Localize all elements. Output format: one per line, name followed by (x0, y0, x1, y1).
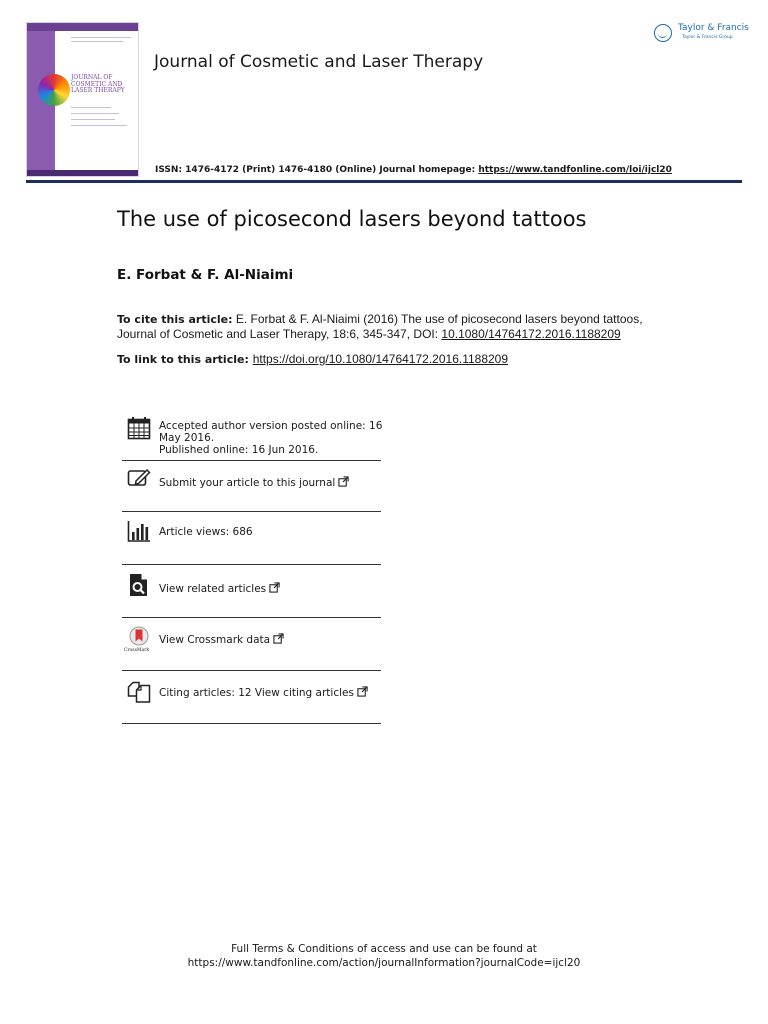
submit-article-link[interactable]: Submit your article to this journal (159, 477, 336, 489)
external-link-icon (357, 686, 368, 697)
published-date-text: Published online: 16 Jun 2016. (159, 444, 319, 456)
crossmark-link[interactable]: View Crossmark data (159, 634, 271, 646)
terms-text: Full Terms & Conditions of access and use can be found at (231, 943, 537, 955)
terms-footer (0, 942, 768, 970)
publisher-logo[interactable] (654, 22, 754, 48)
journal-title: Journal of Cosmetic and Laser Therapy (154, 52, 484, 72)
citation-text: E. Forbat & F. Al-Niaimi (2016) The use of picosecond lasers beyond tattoos, Journal of Cosmetic and Laser Therapy, 18:6, 345-347, DOI: (117, 312, 643, 341)
submit-article-row[interactable] (122, 461, 381, 511)
issn-line (155, 165, 672, 175)
publisher-logo-icon (654, 24, 672, 42)
article-views-row (122, 512, 381, 564)
article-doi-url[interactable]: https://doi.org/10.1080/14764172.2016.1188209 (252, 352, 509, 366)
terms-url[interactable]: https://www.tandfonline.com/action/journalInformation?journalCode=ijcl20 (187, 957, 581, 969)
crossmark-icon (127, 626, 151, 650)
article-title: The use of picosecond lasers beyond tattoos (117, 207, 587, 231)
publication-dates-row (122, 414, 381, 460)
header-divider (26, 180, 742, 183)
row-divider (122, 723, 381, 724)
article-link-label: To link to this article: (117, 353, 253, 366)
journal-homepage-link[interactable]: https://www.tandfonline.com/loi/ijcl20 (478, 165, 672, 175)
related-articles-link[interactable]: View related articles (159, 583, 267, 595)
citing-articles-link[interactable]: Citing articles: 12 View citing articles (159, 687, 354, 699)
external-link-icon (269, 582, 280, 593)
publisher-group-name: Taylor & Francis Group (682, 35, 733, 40)
external-link-icon (338, 476, 349, 487)
cover-title: JOURNAL OF COSMETIC AND LASER THERAPY (71, 74, 125, 94)
citation-block (117, 312, 657, 342)
cover-color-wheel-graphic (38, 74, 70, 106)
article-link-block (117, 352, 508, 366)
calendar-icon (127, 416, 151, 440)
cover-bottom-bar (27, 170, 138, 176)
citation-label: To cite this article: (117, 313, 233, 326)
accepted-date-text: Accepted author version posted online: 16 May 2016. Published online: 16 Jun 2016. (159, 420, 383, 456)
article-authors: E. Forbat & F. Al-Niaimi (117, 267, 294, 283)
cover-top-bar (27, 23, 138, 31)
document-search-icon (127, 573, 151, 597)
article-views-text: Article views: 686 (159, 526, 253, 538)
copy-documents-icon (127, 679, 151, 703)
external-link-icon (273, 633, 284, 644)
bar-chart-icon (127, 519, 151, 543)
citation-doi-link[interactable]: 10.1080/14764172.2016.1188209 (441, 327, 621, 341)
crossmark-row[interactable] (122, 618, 381, 670)
issn-text: ISSN: 1476-4172 (Print) 1476-4180 (Online) Journal homepage: (155, 165, 479, 175)
publisher-name: Taylor & Francis (678, 23, 749, 33)
related-articles-row[interactable] (122, 565, 381, 617)
crossmark-icon-label: CrossMark (124, 648, 150, 653)
citing-articles-row[interactable] (122, 671, 381, 723)
journal-cover-image (26, 22, 139, 177)
edit-icon (127, 467, 151, 491)
